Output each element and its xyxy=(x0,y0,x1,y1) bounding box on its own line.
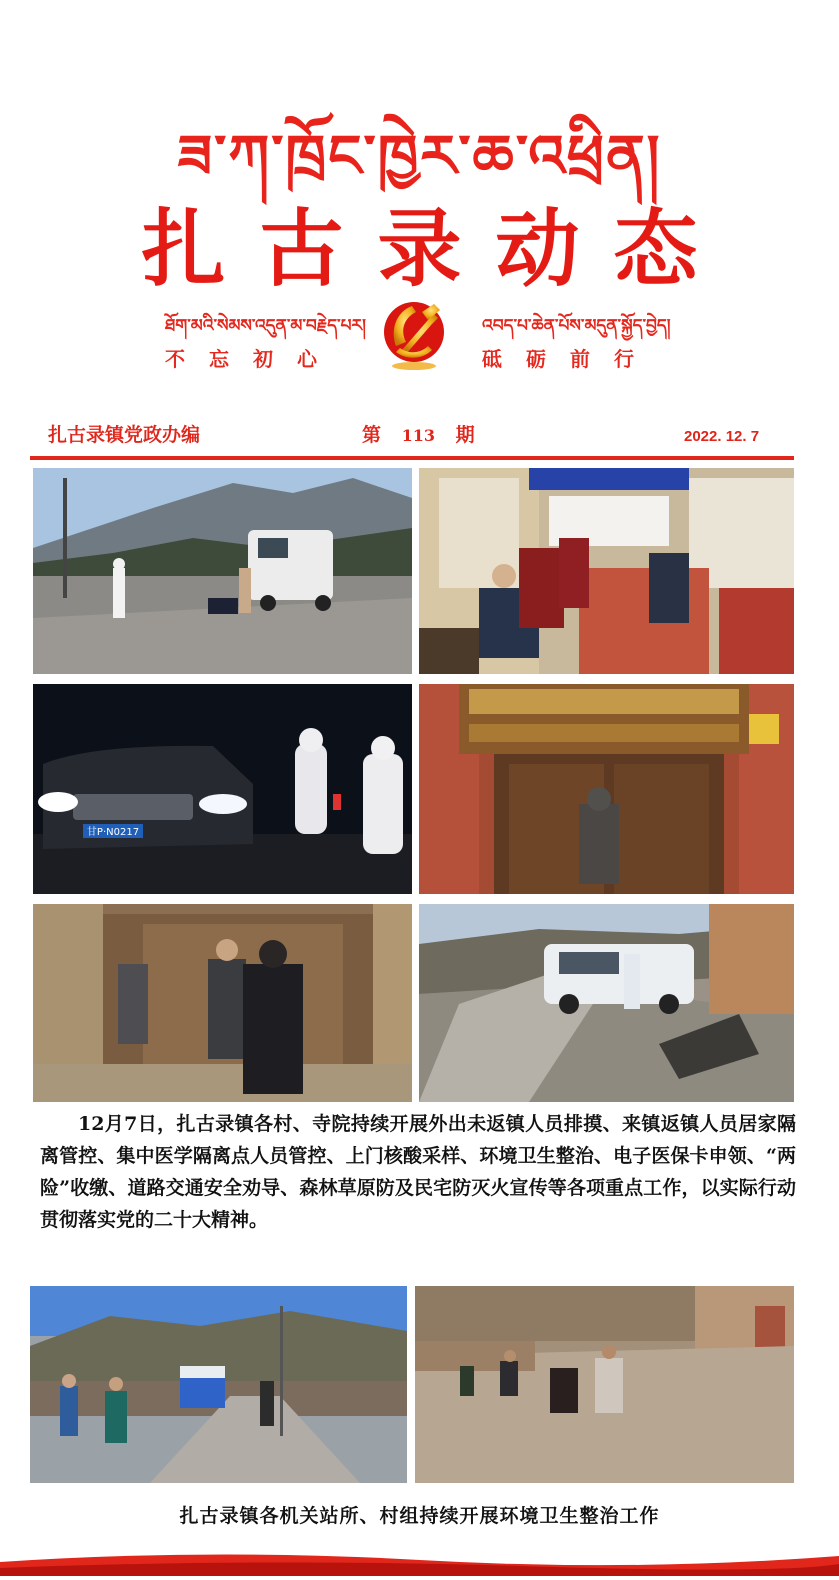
issue-suffix: 期 xyxy=(455,424,475,446)
header-divider xyxy=(30,456,794,460)
photo-door-to-door-sampling xyxy=(33,904,412,1102)
chinese-masthead-title: 扎古录动态 xyxy=(141,199,732,298)
slogan-left-tibetan: ཐོག་མའི་སེམས་འདུན་མ་བརྗེད་པར། xyxy=(165,316,366,336)
photo-meeting-room xyxy=(419,468,794,674)
slogan-left-chinese: 不忘初心 xyxy=(165,347,341,371)
issue-date: 2022. 12. 7 xyxy=(684,428,760,445)
photo-road-safety-check xyxy=(419,904,794,1102)
photo-village-cleanup xyxy=(415,1286,794,1483)
issue-number: 113 xyxy=(401,426,436,445)
license-plate: 甘P·N0217 xyxy=(86,827,140,838)
photo-household-visit xyxy=(419,684,794,894)
tibetan-masthead-title: ཟ་ཀ་ཁྲོང་ཁྱེར་ཆ་འཕྲིན། xyxy=(177,122,662,190)
publisher-label: 扎古录镇党政办编 xyxy=(48,424,201,446)
slogan-right-tibetan: འབད་པ་ཆེན་པོས་མདུན་སྐྱོད་བྱེད། xyxy=(482,316,671,336)
photo-night-vehicle-check xyxy=(33,684,412,894)
photo-caption: 扎古录镇各机关站所、村组持续开展环境卫生整治工作 xyxy=(179,1505,660,1527)
article-body: 12月7日，扎古录镇各村、寺院持续开展外出未返镇人员排摸、来镇返镇人员居家隔离管控、集中医学隔离点人员管控、上门核酸采样、环境卫生整治、电子医保卡申领、“两险”收缴、道路交通安全劝导、森林草原防及民宅防灭火宣传等各项重点工作，以实际行动贯彻落实党的二十大精神。 xyxy=(40,1113,796,1231)
issue-label xyxy=(362,420,475,447)
photo-ambulance-transfer xyxy=(33,468,412,674)
party-emblem-icon xyxy=(382,294,446,372)
bottom-decorative-band xyxy=(0,1544,839,1576)
photo-street-cleaning xyxy=(30,1286,407,1483)
issue-prefix: 第 xyxy=(362,424,382,446)
slogan-right-chinese: 砥砺前行 xyxy=(482,347,658,371)
